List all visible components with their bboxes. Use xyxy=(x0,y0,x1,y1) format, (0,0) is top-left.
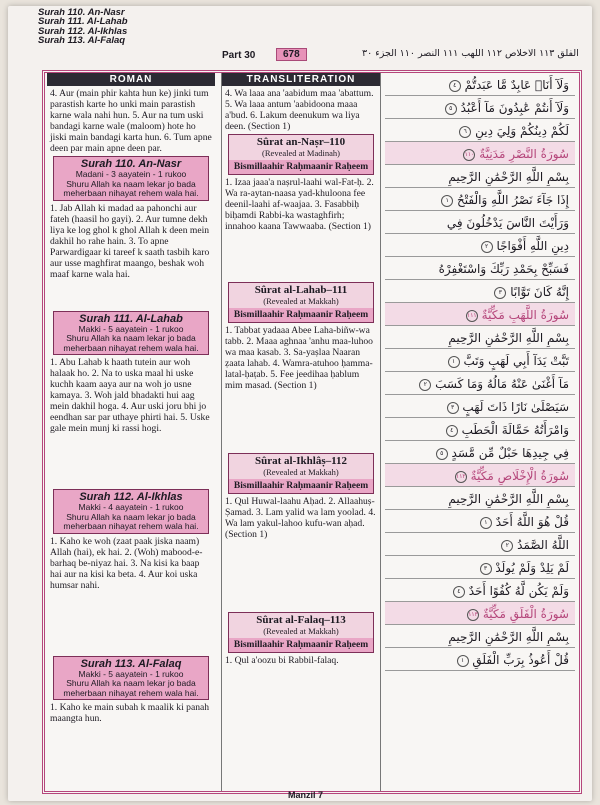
arabic-text: تَبَّتْ يَدَآ أَبِي لَهَبٍ وَتَبَّ xyxy=(463,354,569,368)
surah-list xyxy=(38,8,128,46)
roman-s111-box xyxy=(53,311,209,356)
arabic-verse-line xyxy=(385,533,575,556)
arabic-verse-line xyxy=(385,418,575,441)
arabic-verse-line xyxy=(385,326,575,349)
page-number: 678 xyxy=(276,48,307,61)
surah-title: Sûrat al-Lahab–111 xyxy=(254,284,348,296)
translit-s111-box xyxy=(228,282,374,323)
arabic-surah-banner xyxy=(385,142,575,165)
verse-number-marker: ٦ xyxy=(459,126,471,138)
arabic-text: بِسْمِ اللَّهِ الرَّحْمَٰنِ الرَّحِيمِ xyxy=(448,630,569,644)
surah-title: Surah 113. Al-Falaq xyxy=(80,657,182,670)
roman-column xyxy=(47,73,215,791)
part-label: Part 30 xyxy=(222,50,256,61)
arabic-text: إِنَّهُ كَانَ تَوَّابًا xyxy=(510,285,569,299)
verse-number-marker: ١ xyxy=(448,356,460,368)
page-header xyxy=(22,6,582,76)
verse-number-marker: ٣ xyxy=(480,563,492,575)
translit-s110-box xyxy=(228,134,374,175)
arabic-verse-line xyxy=(385,257,575,280)
surah-info: Madani - 3 aayatein - 1 rukoo xyxy=(75,169,187,179)
surah-title: Sûrat al-Falaq–113 xyxy=(256,614,346,626)
arabic-text: وَلَآ أَنَا۠ عَابِدٌ مَّا عَبَدتُّمْ xyxy=(464,78,569,92)
verse-number-marker: ٣ xyxy=(447,402,459,414)
arabic-surah-banner xyxy=(385,303,575,326)
verse-number-marker: ١١٣ xyxy=(467,609,479,621)
verse-number-marker: ٤ xyxy=(449,80,461,92)
translit-s113-text: 1. Qul a'oozu bi Rabbil-falaq. xyxy=(225,655,339,666)
arabic-verse-line xyxy=(385,372,575,395)
arabic-text: فَسَبِّحْ بِحَمْدِ رَبِّكَ وَاسْتَغْفِرْهُ xyxy=(438,262,569,276)
arabic-text: فِي جِيدِهَا حَبْلٌ مِّن مَّسَدٍ xyxy=(451,446,569,460)
arabic-verse-line xyxy=(385,73,575,96)
arabic-verse-line xyxy=(385,487,575,510)
arabic-text: بِسْمِ اللَّهِ الرَّحْمَٰنِ الرَّحِيمِ xyxy=(448,331,569,345)
arabic-verse-line xyxy=(385,395,575,418)
verse-number-marker: ١١٠ xyxy=(463,149,475,161)
verse-number-marker: ٥ xyxy=(436,448,448,460)
verse-number-marker: ٥ xyxy=(445,103,457,115)
arabic-text: وَلَمْ يَكُن لَّهُ كُفُوًا أَحَدٌ xyxy=(468,584,569,598)
translit-s111-text: 1. Tabbat yadaaa Abee Laha-biñw-wa tabb. 2. Maaa aghnaa 'anhu maa-luhoo wa maa kasab. 3. Sa-yaṣlaa Naaran ẓaata lahab. 4. Wamra-atuhoo ḥamma-latal-ḥaṭab. 5. Fee jeedihaa ḥablum mim masad. (Section 1) xyxy=(225,325,373,391)
surah-title: Surah 112. Al-Ikhlas xyxy=(79,491,183,503)
arabic-verse-line xyxy=(385,211,575,234)
arabic-text: سُورَةُ الْإِخْلَاصِ مَكِّيَّةٌ xyxy=(470,469,569,483)
arabic-column xyxy=(385,73,575,791)
verse-number-marker: ١ xyxy=(480,517,492,529)
bismillah-text: Bismillaahir Raḥmaanir Raḥeem xyxy=(229,479,373,493)
surah-heading: Surah 113. Al-Falaq xyxy=(38,35,126,47)
arabic-verse-line xyxy=(385,96,575,119)
bismillah-text: Shuru Allah ka naam lekar jo bada meherbaan nihayat rehem wala hai. xyxy=(63,678,199,698)
arabic-text: قُلْ أَعُوذُ بِرَبِّ الْفَلَقِ xyxy=(472,653,569,667)
arabic-verse-line xyxy=(385,234,575,257)
arabic-surah-banner xyxy=(385,602,575,625)
arabic-text: بِسْمِ اللَّهِ الرَّحْمَٰنِ الرَّحِيمِ xyxy=(448,492,569,506)
surah-title: Sûrat an-Naṣr–110 xyxy=(256,136,346,148)
content-frame xyxy=(42,70,582,794)
roman-s113-text: 1. Kaho ke main subah k maalik ki panah maangta hun. xyxy=(50,702,210,724)
bismillah-text: Shuru Allah ka naam lekar jo bada meherbaan nihayat rehem wala hai. xyxy=(63,178,199,198)
arabic-text: لَمْ يَلِدْ وَلَمْ يُولَدْ xyxy=(495,561,569,575)
arabic-text: سَيَصْلَىٰ نَارًا ذَاتَ لَهَبٍ xyxy=(462,400,569,414)
arabic-text: مَآ أَغْنَىٰ عَنْهُ مَالُهُ وَمَا كَسَبَ xyxy=(435,377,569,391)
transliteration-header: TRANSLITERATION xyxy=(222,73,380,86)
arabic-header: الفلق ۱۱۳ الاخلاص ۱۱۲ اللهب ۱۱۱ النصر ۱۱۰ الجزء ۳۰ xyxy=(362,48,579,59)
arabic-verse-line xyxy=(385,579,575,602)
arabic-verse-line xyxy=(385,280,575,303)
surah-heading: Surah 110. An-Nasr xyxy=(38,7,125,18)
roman-top-text: 4. Aur (main phir kahta hun ke) jinki tum parastish karte ho unki main parastish karne wala nahi hun. 5. Aur na tum uski bandagi karne wale (maloom) hote ho jiski main bandagi karta hun. 6. Tum apne deen par main apne deen par. xyxy=(50,88,212,154)
arabic-surah-banner xyxy=(385,464,575,487)
verse-number-marker: ٢ xyxy=(501,540,513,552)
arabic-verse-line xyxy=(385,648,575,671)
roman-s112-text: 1. Kaho ke woh (zaat paak jiska naam) Allah (hai), ek hai. 2. (Woh) mabood-e-barhaq be-niyaz hai. 3. Na kisi ka baap hai aur na kisi ka beta. 4. Aur koi uska humsar nahi. xyxy=(50,535,203,591)
surah-title: Surah 111. Al-Lahab xyxy=(79,312,183,325)
surah-title: Sûrat al-Ikhlâṣ–112 xyxy=(255,455,347,467)
arabic-text: دِينِ اللَّهِ أَفْوَاجًا xyxy=(496,239,569,253)
arabic-text: وَرَأَيْتَ النَّاسَ يَدْخُلُونَ فِي xyxy=(446,216,569,230)
surah-heading: Surah 112. Al-Ikhlas xyxy=(38,25,128,37)
manzil-label: Manzil 7 xyxy=(288,790,324,800)
arabic-text: وَامْرَأَتُهُ حَمَّالَةَ الْحَطَبِ xyxy=(461,423,569,437)
arabic-verse-line xyxy=(385,349,575,372)
arabic-text: بِسْمِ اللَّهِ الرَّحْمَٰنِ الرَّحِيمِ xyxy=(448,170,569,184)
bismillah-text: Bismillaahir Raḥmaanir Raḥeem xyxy=(229,638,373,652)
bismillah-text: Shuru Allah ka naam lekar jo bada meherbaan nihayat rehem wala hai. xyxy=(63,511,199,531)
revelation-place: (Revealed at Madinah) xyxy=(262,148,340,158)
translit-top-text: 4. Wa laaa ana 'aabidum maa 'abattum. 5. Wa laaa antum 'aabidoona maaa a'bud. 6. Lakum deenukum wa liya deen. (Section 1) xyxy=(225,88,374,132)
verse-number-marker: ١١١ xyxy=(466,310,478,322)
roman-s111-text: 1. Abu Lahab k haath tutein aur woh halaak ho. 2. Na to uska maal hi uske kuchh kaam aaya aur na woh jo usne kamaya. 3. Woh jald bhadakti hui aag mein dakhil hoga. 4. Aur uski joru bhi jo eendhan sar par uthaye phirti hai. 5. Uske gale mein munj ki rassi hogi. xyxy=(50,357,210,434)
arabic-text: قُلْ هُوَ اللَّهُ أَحَدٌ xyxy=(495,515,569,529)
roman-header: ROMAN xyxy=(47,73,215,86)
bismillah-text: Shuru Allah ka naam lekar jo bada meherbaan nihayat rehem wala hai. xyxy=(63,333,199,353)
arabic-text: سُورَةُ النَّصْرِ مَدَنِيَّةٌ xyxy=(479,147,569,161)
verse-number-marker: ١ xyxy=(457,655,469,667)
verse-number-marker: ١١٢ xyxy=(455,471,467,483)
surah-info: Makki - 4 aayatein - 1 rukoo xyxy=(78,502,184,512)
transliteration-column xyxy=(221,73,381,791)
verse-number-marker: ١ xyxy=(441,195,453,207)
arabic-text: سُورَةُ الْفَلَقِ مَكِّيَّةٌ xyxy=(482,607,569,621)
translit-s112-box xyxy=(228,453,374,494)
arabic-text: لَكُمْ دِينُكُمْ وَلِيَ دِينِ xyxy=(475,124,569,138)
revelation-place: (Revealed at Makkah) xyxy=(263,626,339,636)
revelation-place: (Revealed at Makkah) xyxy=(263,296,339,306)
verse-number-marker: ٣ xyxy=(494,287,506,299)
roman-s112-box xyxy=(53,489,209,534)
verse-number-marker: ٤ xyxy=(453,586,465,598)
verse-number-marker: ٤ xyxy=(446,425,458,437)
arabic-text: إِذَا جَآءَ نَصْرُ اللَّهِ وَالْفَتْحُ xyxy=(457,193,569,207)
translit-s110-text: 1. Izaa jaaa'a naṣrul-laahi wal-Fat-ḥ. 2. Wa ra-aytan-naasa yad-khuloona fee deenil-laahi af-waajaa. 3. Fasabbiḥ biḥamdi Rabbi-ka wastaghfirh; innahoo kaana Tawwaaba. (Section 1) xyxy=(225,177,374,232)
arabic-verse-line xyxy=(385,556,575,579)
surah-title: Surah 110. An-Nasr xyxy=(80,158,182,170)
arabic-verse-line xyxy=(385,119,575,142)
bismillah-text: Bismillaahir Raḥmaanir Raḥeem xyxy=(229,160,373,174)
surah-info: Makki - 5 aayatein - 1 rukoo xyxy=(78,323,184,334)
bismillah-text: Bismillaahir Raḥmaanir Raḥeem xyxy=(229,308,373,322)
revelation-place: (Revealed at Makkah) xyxy=(263,467,339,477)
arabic-verse-line xyxy=(385,510,575,533)
arabic-text: وَلَآ أَنتُمْ عَٰبِدُونَ مَآ أَعْبُدُ xyxy=(460,101,569,115)
roman-s110-box xyxy=(53,156,209,201)
arabic-verse-line xyxy=(385,441,575,464)
verse-number-marker: ٢ xyxy=(481,241,493,253)
verse-number-marker: ٢ xyxy=(419,379,431,391)
arabic-lines xyxy=(385,73,575,671)
arabic-text: اللَّهُ الصَّمَدُ xyxy=(517,538,569,552)
surah-heading: Surah 111. Al-Lahab xyxy=(38,16,128,28)
arabic-verse-line xyxy=(385,165,575,188)
arabic-verse-line xyxy=(385,188,575,211)
arabic-text: سُورَةُ اللَّهَبِ مَكِّيَّةٌ xyxy=(481,308,569,322)
roman-s113-box xyxy=(53,656,209,701)
quran-page xyxy=(8,6,592,801)
translit-s113-box xyxy=(228,612,374,653)
translit-s112-text: 1. Qul Huwal-laahu Aḥad. 2. Allaahuṣ-Ṣamad. 3. Lam yalid wa lam yoolad. 4. Wa lam yakul-lahoo kufu-wan aḥad. (Section 1) xyxy=(225,496,376,540)
roman-s110-text: 1. Jab Allah ki madad aa pahonchi aur fateh (haasil ho gayi). 2. Aur tumne dekh liya ke log ghol k ghol Allah k deen mein dakhil ho rahe hain. 3. To apne Parwardigaar ki tareef k saath tasbih karo aur usse maghfirat maango, beshak woh maaf karne wala hai. xyxy=(50,202,210,280)
arabic-verse-line xyxy=(385,625,575,648)
surah-info: Makki - 5 aayatein - 1 rukoo xyxy=(78,668,184,679)
